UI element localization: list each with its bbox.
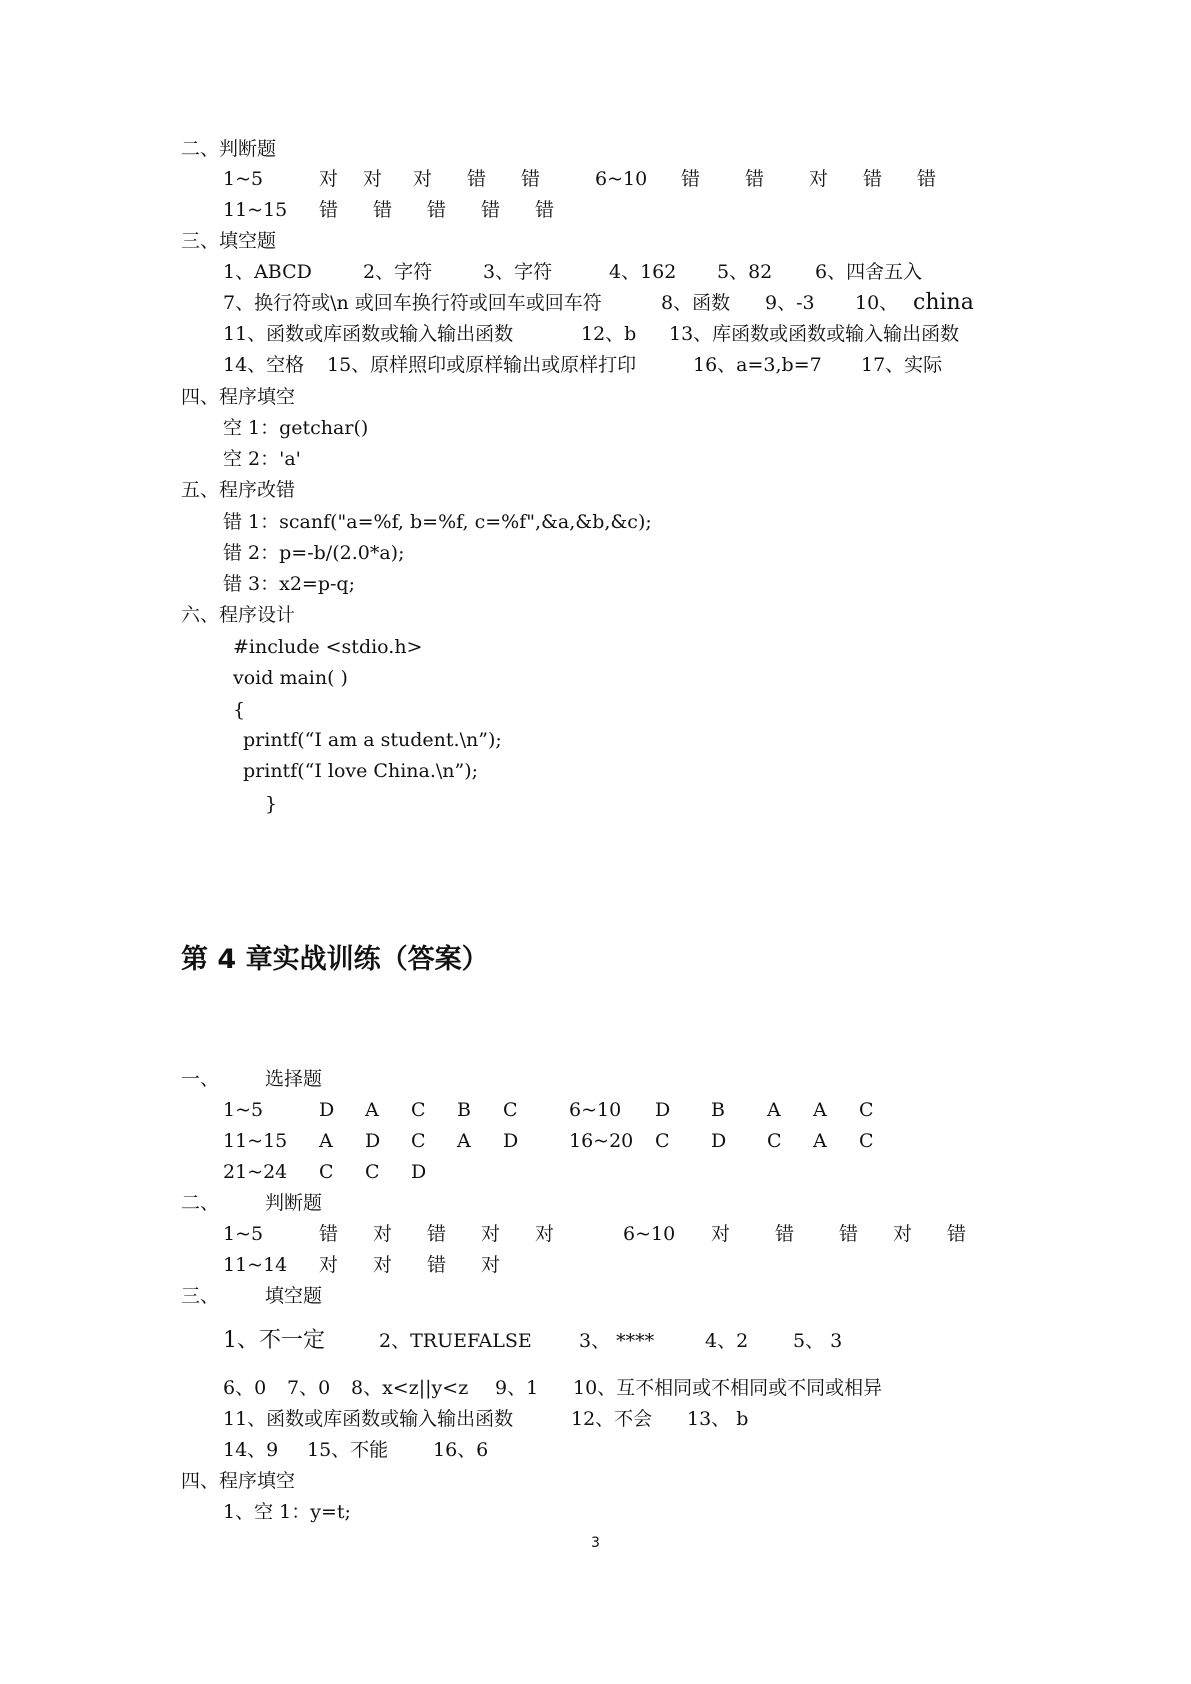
answer: 对: [363, 168, 383, 190]
answer: 对: [481, 1223, 501, 1245]
fix-answer: 错 3：x2=p-q;: [223, 573, 355, 595]
answer: B: [711, 1099, 725, 1121]
answer: 9、1: [495, 1377, 539, 1399]
answer: 错: [467, 168, 487, 190]
answer: 7、0: [287, 1377, 331, 1399]
answer: 8、x<z||y<z: [351, 1377, 469, 1399]
answer: 2、字符: [363, 261, 433, 283]
answer: 2、TRUEFALSE: [379, 1330, 532, 1352]
answer: 15、原样照印或原样输出或原样打印: [327, 354, 637, 376]
answer: 14、空格: [223, 354, 305, 376]
answer: 错: [481, 199, 501, 221]
answer: 10、: [855, 292, 899, 314]
code-line: #include <stdio.h>: [233, 636, 423, 658]
section-number: 二、: [181, 1192, 220, 1214]
chapter-title: 第 4 章实战训练（答案）: [181, 944, 489, 975]
answer: 错: [681, 168, 701, 190]
section-heading-program-fill: 四、程序填空: [181, 386, 296, 408]
code-line: {: [233, 699, 246, 721]
answer: 错: [521, 168, 541, 190]
answer: C: [767, 1130, 782, 1152]
answer: A: [319, 1130, 333, 1152]
answer: A: [457, 1130, 471, 1152]
answer: 错: [863, 168, 883, 190]
blank-answer: 空 2：'a': [223, 448, 301, 470]
answer: 12、b: [581, 323, 637, 345]
fix-answer: 错 1：scanf("a=%f, b=%f, c=%f",&a,&b,&c);: [223, 511, 652, 533]
answer: 3、 ****: [579, 1330, 655, 1352]
answer: B: [457, 1099, 471, 1121]
answer: 错: [427, 199, 447, 221]
answer: 14、9: [223, 1439, 279, 1461]
answer: A: [767, 1099, 781, 1121]
section-label: 填空题: [265, 1285, 323, 1307]
section-heading-fill-blank: 三、填空题: [181, 230, 277, 252]
answer: D: [711, 1130, 727, 1152]
answer: C: [319, 1161, 334, 1183]
answer: A: [813, 1099, 827, 1121]
page-number: 3: [591, 1535, 600, 1551]
range-label: 11~14: [223, 1254, 288, 1276]
answer: 对: [373, 1223, 393, 1245]
answer: 16、a=3,b=7: [693, 354, 822, 376]
section-heading-program-fix: 五、程序改错: [181, 479, 296, 501]
answer: 3、字符: [483, 261, 553, 283]
code-line: printf(“I am a student.\n”);: [243, 729, 502, 751]
range-label: 21~24: [223, 1161, 288, 1183]
answer: 对: [319, 168, 339, 190]
answer: D: [411, 1161, 427, 1183]
answer: D: [503, 1130, 519, 1152]
answer: 错: [947, 1223, 967, 1245]
range-label: 6~10: [595, 168, 648, 190]
range-label: 6~10: [569, 1099, 622, 1121]
section-heading-true-false: 二、判断题: [181, 138, 277, 160]
answer: 12、不会: [571, 1408, 653, 1430]
answer: C: [503, 1099, 518, 1121]
blank-answer: 空 1：getchar(): [223, 417, 369, 439]
answer: 1、ABCD: [223, 261, 312, 283]
fix-answer: 错 2：p=-b/(2.0*a);: [223, 542, 405, 564]
answer: D: [655, 1099, 671, 1121]
answer: 对: [319, 1254, 339, 1276]
code-line: }: [265, 793, 278, 815]
answer: 7、换行符或\n 或回车换行符或回车或回车符: [223, 292, 602, 314]
answer: A: [813, 1130, 827, 1152]
answer: 11、函数或库函数或输入输出函数: [223, 323, 514, 345]
answer: 错: [319, 199, 339, 221]
answer: 1、不一定: [223, 1328, 325, 1353]
section-number: 一、: [181, 1068, 220, 1090]
answer: 15、不能: [307, 1439, 389, 1461]
answer: 4、2: [705, 1330, 749, 1352]
answer: 对: [413, 168, 433, 190]
answer: 9、-3: [765, 292, 815, 314]
answer: 错: [839, 1223, 859, 1245]
answer: C: [655, 1130, 670, 1152]
range-label: 11~15: [223, 199, 288, 221]
answer: 4、162: [609, 261, 677, 283]
answer: 10、互不相同或不相同或不同或相异: [573, 1377, 883, 1399]
answer: 错: [427, 1223, 447, 1245]
answer: C: [859, 1130, 874, 1152]
section-heading-program-design: 六、程序设计: [181, 604, 296, 626]
blank-answer: 1、空 1：y=t;: [223, 1501, 351, 1523]
range-label: 16~20: [569, 1130, 634, 1152]
answer: D: [319, 1099, 335, 1121]
answer: 13、库函数或函数或输入输出函数: [669, 323, 960, 345]
answer: 错: [427, 1254, 447, 1276]
answer: 8、函数: [661, 292, 731, 314]
answer: D: [365, 1130, 381, 1152]
answer: C: [859, 1099, 874, 1121]
answer: china: [913, 290, 974, 315]
answer: 错: [745, 168, 765, 190]
section-number: 三、: [181, 1285, 220, 1307]
answer: C: [411, 1130, 426, 1152]
answer: 错: [373, 199, 393, 221]
answer: 17、实际: [861, 354, 943, 376]
answer: 6、0: [223, 1377, 267, 1399]
answer: C: [365, 1161, 380, 1183]
answer: 对: [481, 1254, 501, 1276]
answer: C: [411, 1099, 426, 1121]
section-label: 选择题: [265, 1068, 323, 1090]
range-label: 1~5: [223, 1099, 264, 1121]
section-label: 判断题: [265, 1192, 323, 1214]
range-label: 11~15: [223, 1130, 288, 1152]
answer: 错: [775, 1223, 795, 1245]
range-label: 1~5: [223, 1223, 264, 1245]
section-heading-program-fill: 四、程序填空: [181, 1470, 296, 1492]
answer: A: [365, 1099, 379, 1121]
answer: 错: [319, 1223, 339, 1245]
answer: 错: [917, 168, 937, 190]
code-line: void main( ): [233, 667, 348, 689]
answer: 对: [893, 1223, 913, 1245]
range-label: 6~10: [623, 1223, 676, 1245]
answer: 11、函数或库函数或输入输出函数: [223, 1408, 514, 1430]
answer: 13、 b: [687, 1408, 749, 1430]
answer: 对: [711, 1223, 731, 1245]
answer: 16、6: [433, 1439, 489, 1461]
range-label: 1~5: [223, 168, 264, 190]
code-line: printf(“I love China.\n”);: [243, 760, 479, 782]
answer: 5、 3: [793, 1330, 843, 1352]
answer: 对: [809, 168, 829, 190]
answer: 5、82: [717, 261, 773, 283]
answer: 对: [535, 1223, 555, 1245]
answer: 错: [535, 199, 555, 221]
answer: 6、四舍五入: [815, 261, 923, 283]
answer: 对: [373, 1254, 393, 1276]
